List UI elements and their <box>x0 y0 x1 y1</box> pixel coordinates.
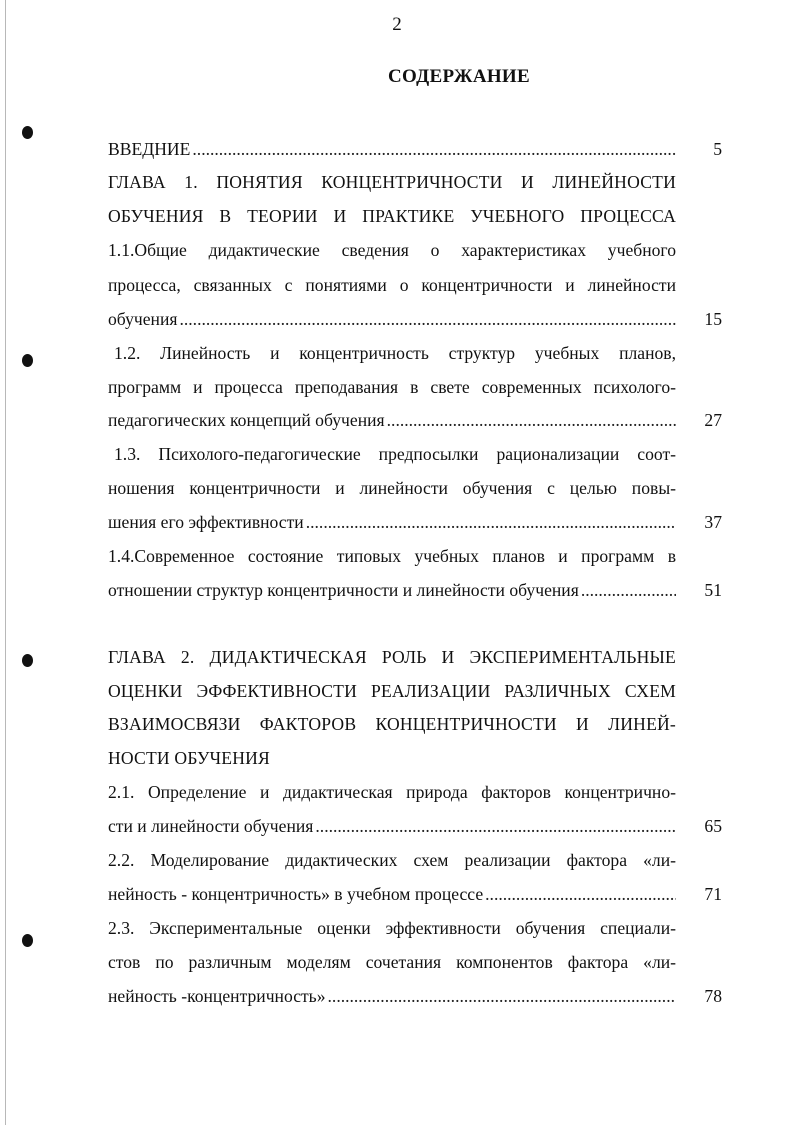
toc-entry-line: 1.3. Психолого-педагогические предпосылки рационализации соот- <box>114 444 676 464</box>
toc-entry-label: нейность -концентричность» <box>108 986 326 1006</box>
toc-entry-intro[interactable] <box>108 139 676 160</box>
toc-entry-line: 1.2. Линейность и концентричность структур учебных планов, <box>114 343 676 363</box>
punch-hole-mark <box>22 354 33 367</box>
toc-page-number: 37 <box>704 512 722 532</box>
page-number: 2 <box>392 14 402 35</box>
toc-entry-last-line <box>108 816 676 837</box>
toc-entry-last-line <box>108 580 676 601</box>
toc-entry-label: отношении структур концентричности и линейности обучения <box>108 580 579 600</box>
toc-entry-line: программ и процесса преподавания в свете современных психолого- <box>108 377 676 397</box>
toc-entry-label: сти и линейности обучения <box>108 816 314 836</box>
toc-entry-label: педагогических концепций обучения <box>108 410 385 430</box>
toc-entry-line: 1.1.Общие дидактические сведения о характеристиках учебного <box>108 240 676 260</box>
toc-page-number: 27 <box>704 410 722 430</box>
toc-page-number: 65 <box>704 816 722 836</box>
chapter-heading-line: ОЦЕНКИ ЭФФЕКТИВНОСТИ РЕАЛИЗАЦИИ РАЗЛИЧНЫХ СХЕМ <box>108 681 676 701</box>
punch-hole-mark <box>22 654 33 667</box>
toc-entry-label: обучения <box>108 309 178 329</box>
toc-entry-last-line <box>108 410 676 431</box>
toc-title: СОДЕРЖАНИЕ <box>388 66 530 87</box>
toc-entry-line: 2.1. Определение и дидактическая природа факторов концентрично- <box>108 782 676 802</box>
toc-page-number: 51 <box>704 580 722 600</box>
dot-leader <box>306 512 676 533</box>
dot-leader <box>192 139 676 160</box>
dot-leader <box>485 884 676 905</box>
toc-page-number: 5 <box>713 139 722 159</box>
toc-page-number: 15 <box>704 309 722 329</box>
toc-entry-last-line <box>108 309 676 330</box>
dot-leader <box>387 410 676 431</box>
dot-leader <box>581 580 676 601</box>
punch-hole-mark <box>22 934 33 947</box>
toc-entry-line: ношения концентричности и линейности обучения с целью повы- <box>108 478 676 498</box>
chapter-heading-line: ГЛАВА 2. ДИДАКТИЧЕСКАЯ РОЛЬ И ЭКСПЕРИМЕНТАЛЬНЫЕ <box>108 647 676 667</box>
dot-leader <box>328 986 676 1007</box>
toc-entry-label: нейность - концентричность» в учебном процессе <box>108 884 484 904</box>
toc-entry-last-line <box>108 884 676 905</box>
punch-hole-mark <box>22 126 33 139</box>
toc-page-number: 78 <box>704 986 722 1006</box>
scan-edge-line <box>5 0 6 1125</box>
toc-entry-last-line <box>108 512 676 533</box>
toc-entry-line: стов по различным моделям сочетания компонентов фактора «ли- <box>108 952 676 972</box>
toc-entry-line: 2.2. Моделирование дидактических схем реализации фактора «ли- <box>108 850 676 870</box>
chapter-heading-line: ГЛАВА 1. ПОНЯТИЯ КОНЦЕНТРИЧНОСТИ И ЛИНЕЙНОСТИ <box>108 172 676 192</box>
toc-entry-line: 1.4.Современное состояние типовых учебных планов и программ в <box>108 546 676 566</box>
toc-entry-line: процесса, связанных с понятиями о концентричности и линейности <box>108 275 676 295</box>
toc-entry-label: шения его эффективности <box>108 512 304 532</box>
toc-entry-line: 2.3. Экспериментальные оценки эффективности обучения специали- <box>108 918 676 938</box>
chapter-heading-line: ВЗАИМОСВЯЗИ ФАКТОРОВ КОНЦЕНТРИЧНОСТИ И ЛИНЕЙ- <box>108 714 676 734</box>
toc-entry-last-line <box>108 986 676 1007</box>
chapter-heading-line: ОБУЧЕНИЯ В ТЕОРИИ И ПРАКТИКЕ УЧЕБНОГО ПРОЦЕССА <box>108 206 676 226</box>
toc-entry-label: ВВЕДНИЕ <box>108 139 191 159</box>
dot-leader <box>179 309 676 330</box>
chapter-heading-line: НОСТИ ОБУЧЕНИЯ <box>108 748 270 768</box>
toc-page-number: 71 <box>704 884 722 904</box>
dot-leader <box>315 816 676 837</box>
